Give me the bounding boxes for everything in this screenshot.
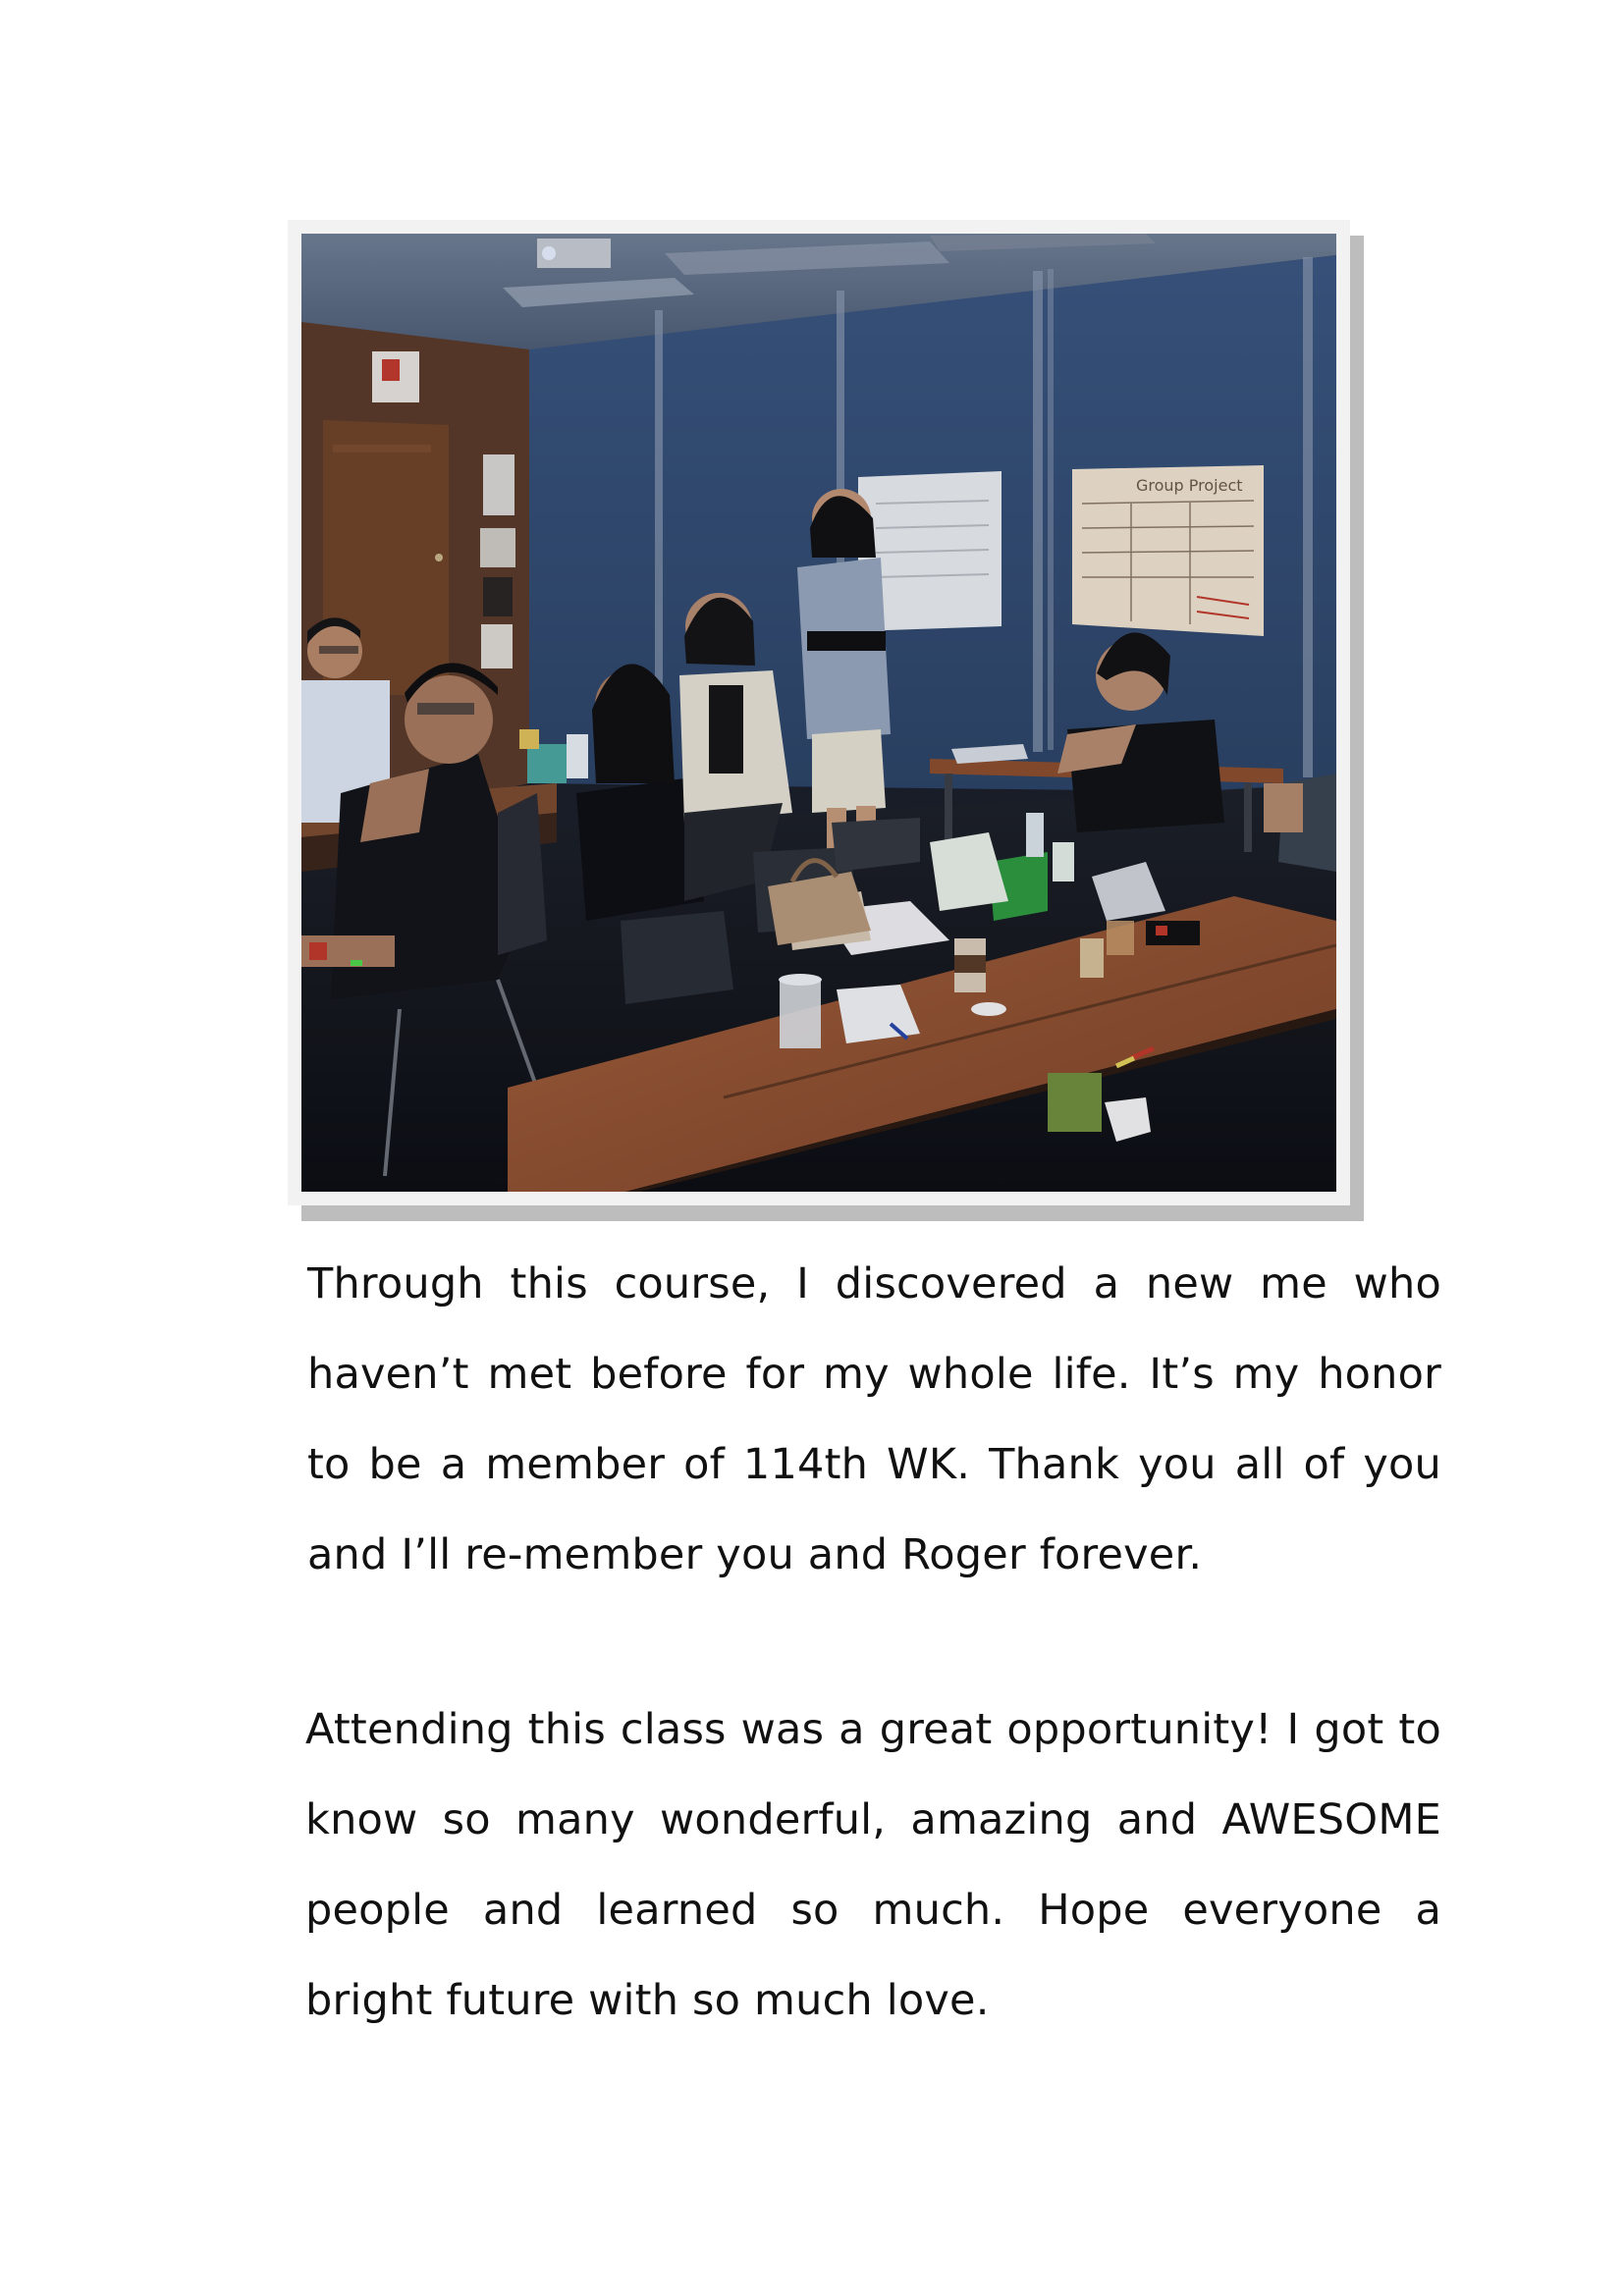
classroom-photo-frame xyxy=(288,220,1350,1205)
chart-sign-title: Group Project xyxy=(1136,476,1243,495)
paragraph-course-reflection: Through this course, I discovered a new me who haven’t met before for my whole life. It’s my honor to be a member of 114th WK. Thank you all of you and I’ll re-member you and Roger forever. xyxy=(307,1259,1441,1579)
classroom-photo xyxy=(301,234,1336,1192)
paragraph-class-opportunity: Attending this class was a great opportunity! I got to know so many wonderful, amazing and AWESOME people and learned so much. Hope everyone a bright future with so much love. xyxy=(305,1705,1441,2025)
